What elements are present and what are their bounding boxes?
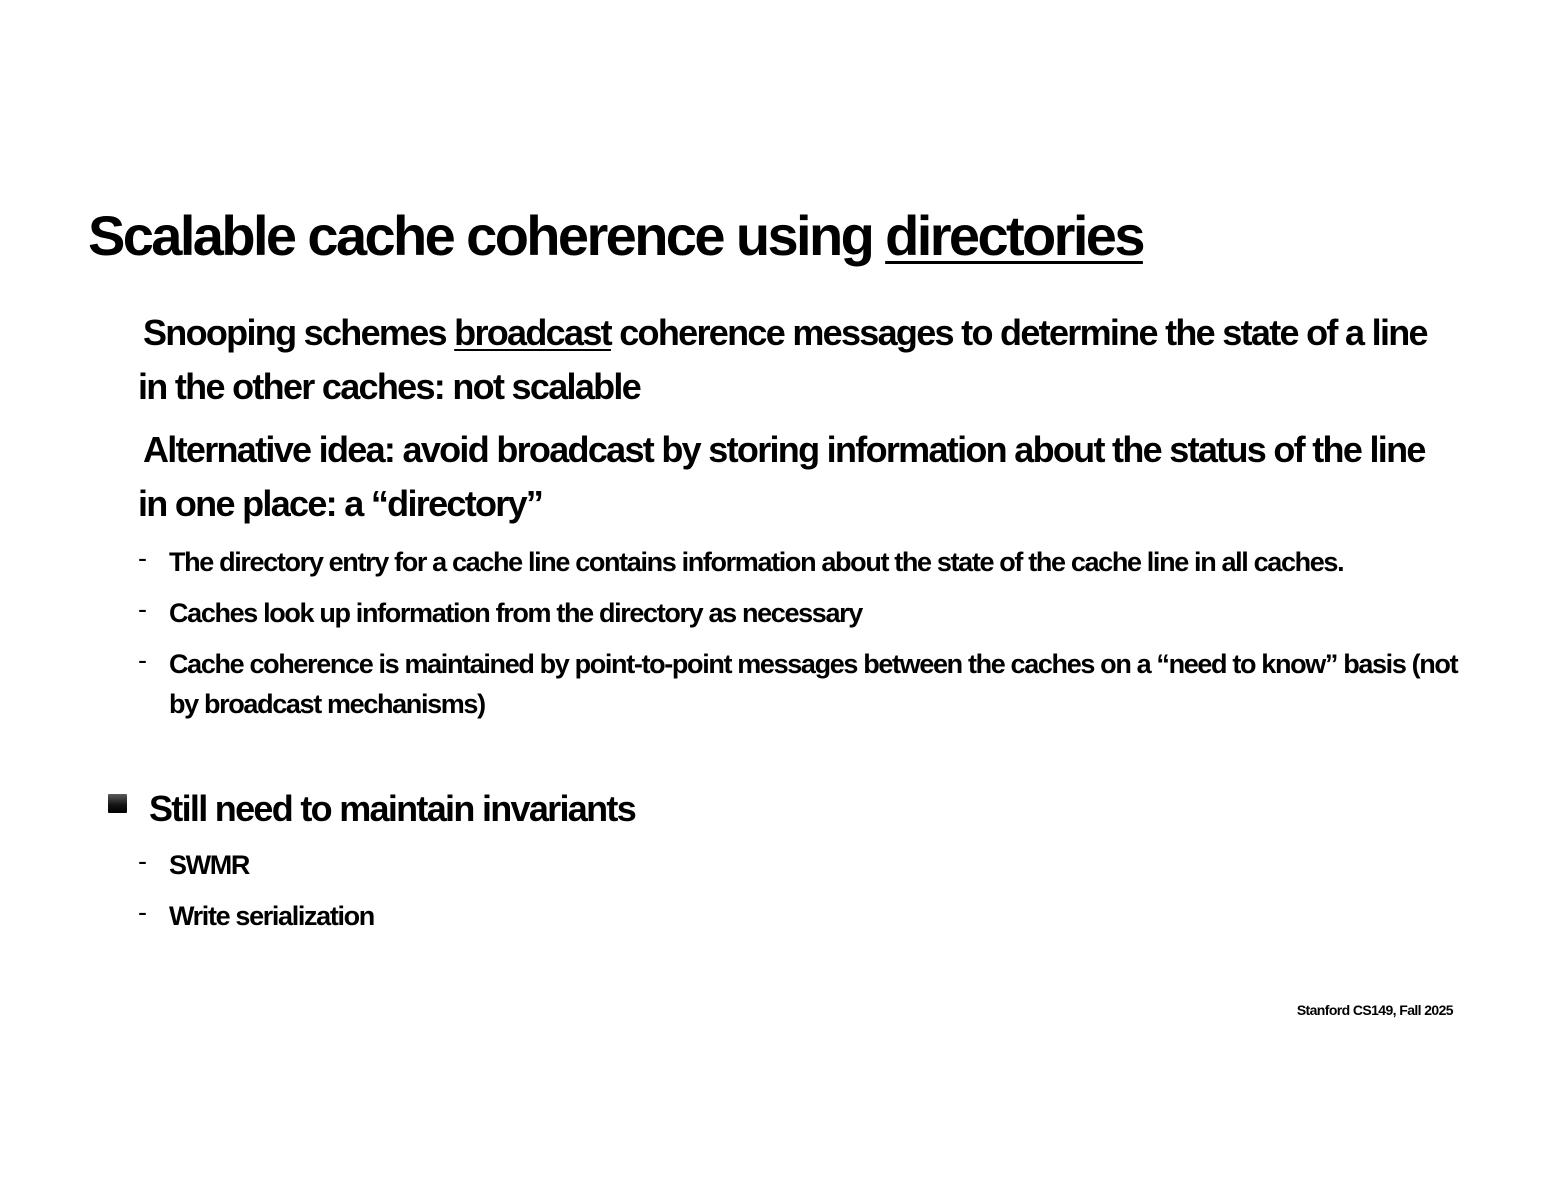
paragraph-snooping-before: Snooping schemes bbox=[143, 312, 455, 353]
square-bullet-icon bbox=[108, 794, 127, 813]
slide-title bbox=[88, 205, 1143, 267]
sub-point bbox=[138, 845, 1469, 885]
dash-bullet: - bbox=[138, 846, 147, 876]
sub-point-text: Caches look up information from the directory as necessary bbox=[169, 598, 862, 628]
paragraph-snooping bbox=[138, 306, 1438, 414]
dash-bullet: - bbox=[138, 897, 147, 927]
sub-point-text: Cache coherence is maintained by point-to-point messages between the caches on a “need to know” basis (not by broadcast mechanisms) bbox=[169, 649, 1458, 719]
sub-point bbox=[138, 542, 1469, 582]
dash-bullet: - bbox=[138, 543, 147, 573]
sub-point-text: SWMR bbox=[169, 850, 250, 880]
dash-bullet: - bbox=[138, 594, 147, 624]
sub-point-text: Write serialization bbox=[169, 901, 374, 931]
sub-point-text: The directory entry for a cache line contains information about the state of the cache line in all caches. bbox=[169, 547, 1344, 577]
dash-bullet: - bbox=[138, 645, 147, 675]
title-underlined-term: directories bbox=[885, 204, 1143, 267]
paragraph-alternative: Alternative idea: avoid broadcast by storing information about the status of the line in one place: a “directory” bbox=[138, 429, 1425, 524]
sub-point bbox=[138, 896, 1469, 936]
paragraph-snooping-underlined: broadcast bbox=[454, 312, 611, 353]
title-prefix: Scalable cache coherence using bbox=[88, 204, 886, 267]
footer-course-label: Stanford CS149, Fall 2025 bbox=[1296, 1002, 1453, 1018]
sub-point bbox=[138, 593, 1469, 633]
sub-point bbox=[138, 644, 1469, 724]
bullet-invariants-text: Still need to maintain invariants bbox=[149, 788, 636, 829]
paragraph-snooping-after: coherence messages to determine the state of a line in the other caches: not scalable bbox=[138, 312, 1427, 407]
